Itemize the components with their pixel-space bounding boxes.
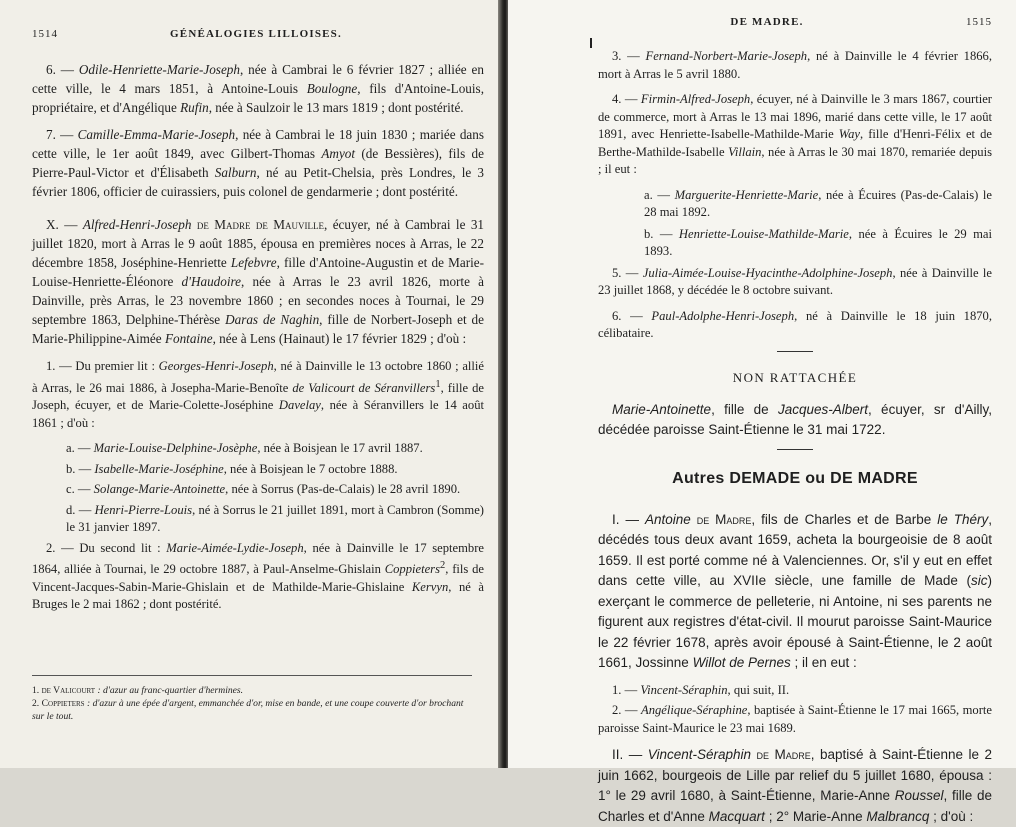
page-number: 1515	[965, 16, 992, 28]
footnote-2: 2. Coppieters : d'azur à une épée d'argent, emmanchée d'or, mise en bande, et une coupe couverte d'or brochant sur le tout.	[32, 698, 464, 722]
grandchild-d: d. — Henri-Pierre-Louis, né à Sorrus le 21 juillet 1891, mort à Cambron (Somme) le 31 janvier 1897.	[66, 502, 484, 535]
child-1: 1. — Du premier lit : Georges-Henri-Joseph, né à Dainville le 13 octobre 1860 ; allié à Arras, le 26 mai 1886, à Josepha-Marie-Benoîte de Valicourt de Séranvillers$^1$, fille de Joseph, écuyer, et de Marie-Colette-Joséphine Davelay, née à Séranvillers le 14 août 1861 ; d'où :	[32, 359, 485, 430]
item-5: 5. — Julia-Aimée-Louise-Hyacinthe-Adolphine-Joseph, née à Dainville le 23 juillet 1868, y décédée le 8 octobre suivant.	[598, 265, 993, 297]
entry-i-child-2: 2. — Angélique-Séraphine, baptisée à Saint-Étienne le 17 mai 1665, morte paroisse Saint-Maurice le 23 mai 1689.	[598, 703, 993, 735]
grandchild-a: a. — Marie-Louise-Delphine-Josèphe, née à Boisjean le 17 avril 1887.	[66, 441, 423, 456]
item-4: 4. — Firmin-Alfred-Joseph, écuyer, né à Dainville le 3 mars 1867, courtier de commerce, mort à Arras le 13 mai 1896, marié dans cette ville, le 17 août 1891, avec Henriette-Isabelle-Mathilde-Marie Way, fille d'Henri-Félix et de Berthe-Mathilde-Isabelle Villain, née à Arras le 30 mai 1870, remariée depuis ; il eut :	[598, 92, 992, 176]
footnotes	[32, 675, 472, 723]
item-4a: a. — Marguerite-Henriette-Marie, née à Écuires (Pas-de-Calais) le 28 mai 1892.	[644, 187, 992, 219]
non-rattachee-heading: NON RATTACHÉE	[732, 369, 858, 385]
entry-i: I. — Antoine de Madre, fils de Charles et de Barbe le Théry, décédés tous deux avant 1659, acheta la bourgeoisie de 8 août 1659. Il est porté comme né à Valenciennes. Or, s'il y eut en effet dans cette ville, au XVIIe siècle, une famille de Made (sic) exerçant le commerce de pelleterie, ni Antoine, ni ses parents ne figurent aux registres d'état-civil. Il mourut paroisse Saint-Maurice le 22 février 1678, après avoir épousé à Saint-Étienne, le 2 août 1661, Jossinne Willot de Pernes ; il en eut :	[598, 511, 992, 670]
entry-7: 7. — Camille-Emma-Marie-Joseph, née à Cambrai le 18 juin 1830 ; mariée dans cette ville, le 1er août 1849, avec Gilbert-Thomas Amyot (de Bessières), fils de Pierre-Paul-Victor et d'Élisabeth Salburn, né au Petit-Chelsia, près Londres, le 3 février 1806, officier de cuirassiers, puis colonel de gendarmerie ; dont postérité.	[32, 127, 485, 199]
page-number: 1514	[32, 28, 58, 40]
running-title: GÉNÉALOGIES LILLOISES.	[170, 28, 342, 40]
right-page	[508, 0, 1016, 824]
grandchild-c: c. — Solange-Marie-Antoinette, née à Sorrus (Pas-de-Calais) le 28 avril 1890.	[66, 482, 461, 497]
item-4b: b. — Henriette-Louise-Mathilde-Marie, née à Écuires le 29 mai 1893.	[644, 226, 993, 258]
running-title: DE MADRE.	[730, 16, 804, 28]
entry-6: 6. — Odile-Henriette-Marie-Joseph, née à Cambrai le 6 février 1827 ; alliée en cette ville, le 4 mars 1851, à Antoine-Louis Boulogne, fils d'Antoine-Louis, propriétaire, et d'Angélique Rufin, née à Saulzoir le 13 mars 1819 ; dont postérité.	[32, 62, 484, 115]
entry-ii: II. — Vincent-Séraphin de Madre, baptisé à Saint-Étienne le 2 juin 1662, bourgeois de Lille par relief du 5 juillet 1680, épousa : 1° le 29 avril 1680, à Saint-Étienne, Marie-Anne Roussel, fille de Charles et d'Anne Macquart ; 2° Marie-Anne Malbrancq ; d'où :	[598, 747, 992, 824]
section-title: Autres DEMADE ou DE MADRE	[672, 469, 918, 487]
entry-i-child-1: 1. — Vincent-Séraphin, qui suit, II.	[612, 682, 790, 697]
non-rattachee-entry: Marie-Antoinette, fille de Jacques-Albert, écuyer, sr d'Ailly, décédée paroisse Saint-Étienne le 31 mai 1722.	[598, 401, 992, 437]
grandchild-b: b. — Isabelle-Marie-Joséphine, née à Boisjean le 7 octobre 1888.	[66, 461, 398, 476]
item-3: 3. — Fernand-Norbert-Marie-Joseph, né à Dainville le 4 février 1866, mort à Arras le 5 avril 1880.	[598, 49, 992, 81]
margin-mark	[590, 38, 592, 48]
child-2: 2. — Du second lit : Marie-Aimée-Lydie-Joseph, née à Dainville le 17 septembre 1864, alliée à Tournai, le 29 octobre 1887, à Paul-Anselme-Ghislain Coppieters$^2$, fils de Vincent-Jacques-Sabin-Marie-Ghislain et de Mathilde-Marie-Ghislaine Kervyn, né à Bruges le 2 mai 1862 ; dont postérité.	[32, 540, 485, 612]
footnote-1: 1. de Valicourt : d'azur au franc-quartier d'hermines.	[32, 685, 244, 696]
running-head-left	[32, 28, 484, 40]
item-6: 6. — Paul-Adolphe-Henri-Joseph, né à Dainville le 18 juin 1870, célibataire.	[598, 308, 993, 340]
separator-rule	[777, 351, 813, 352]
left-page	[0, 0, 500, 768]
separator-rule	[777, 449, 813, 450]
entry-x: X. — Alfred-Henri-Joseph de Madre de Mauville, écuyer, né à Cambrai le 31 juillet 1820, mort à Arras le 9 août 1885, épousa en premières noces à Arras, le 22 décembre 1858, Joséphine-Henriette Lefebvre, fille d'Antoine-Augustin et de Marie-Louise-Henriette-Éléonore d'Haudoire, née à Arras le 23 avril 1826, morte à Dainville, près Arras, le 23 novembre 1860 ; en secondes noces à Tournai, le 29 septembre 1863, Delphine-Thérèse Daras de Naghin, fille de Norbert-Joseph et de Marie-Philippine-Aimée Fontaine, née à Lens (Hainaut) le 17 février 1829 ; d'où :	[32, 217, 485, 346]
running-head-right	[538, 16, 992, 28]
